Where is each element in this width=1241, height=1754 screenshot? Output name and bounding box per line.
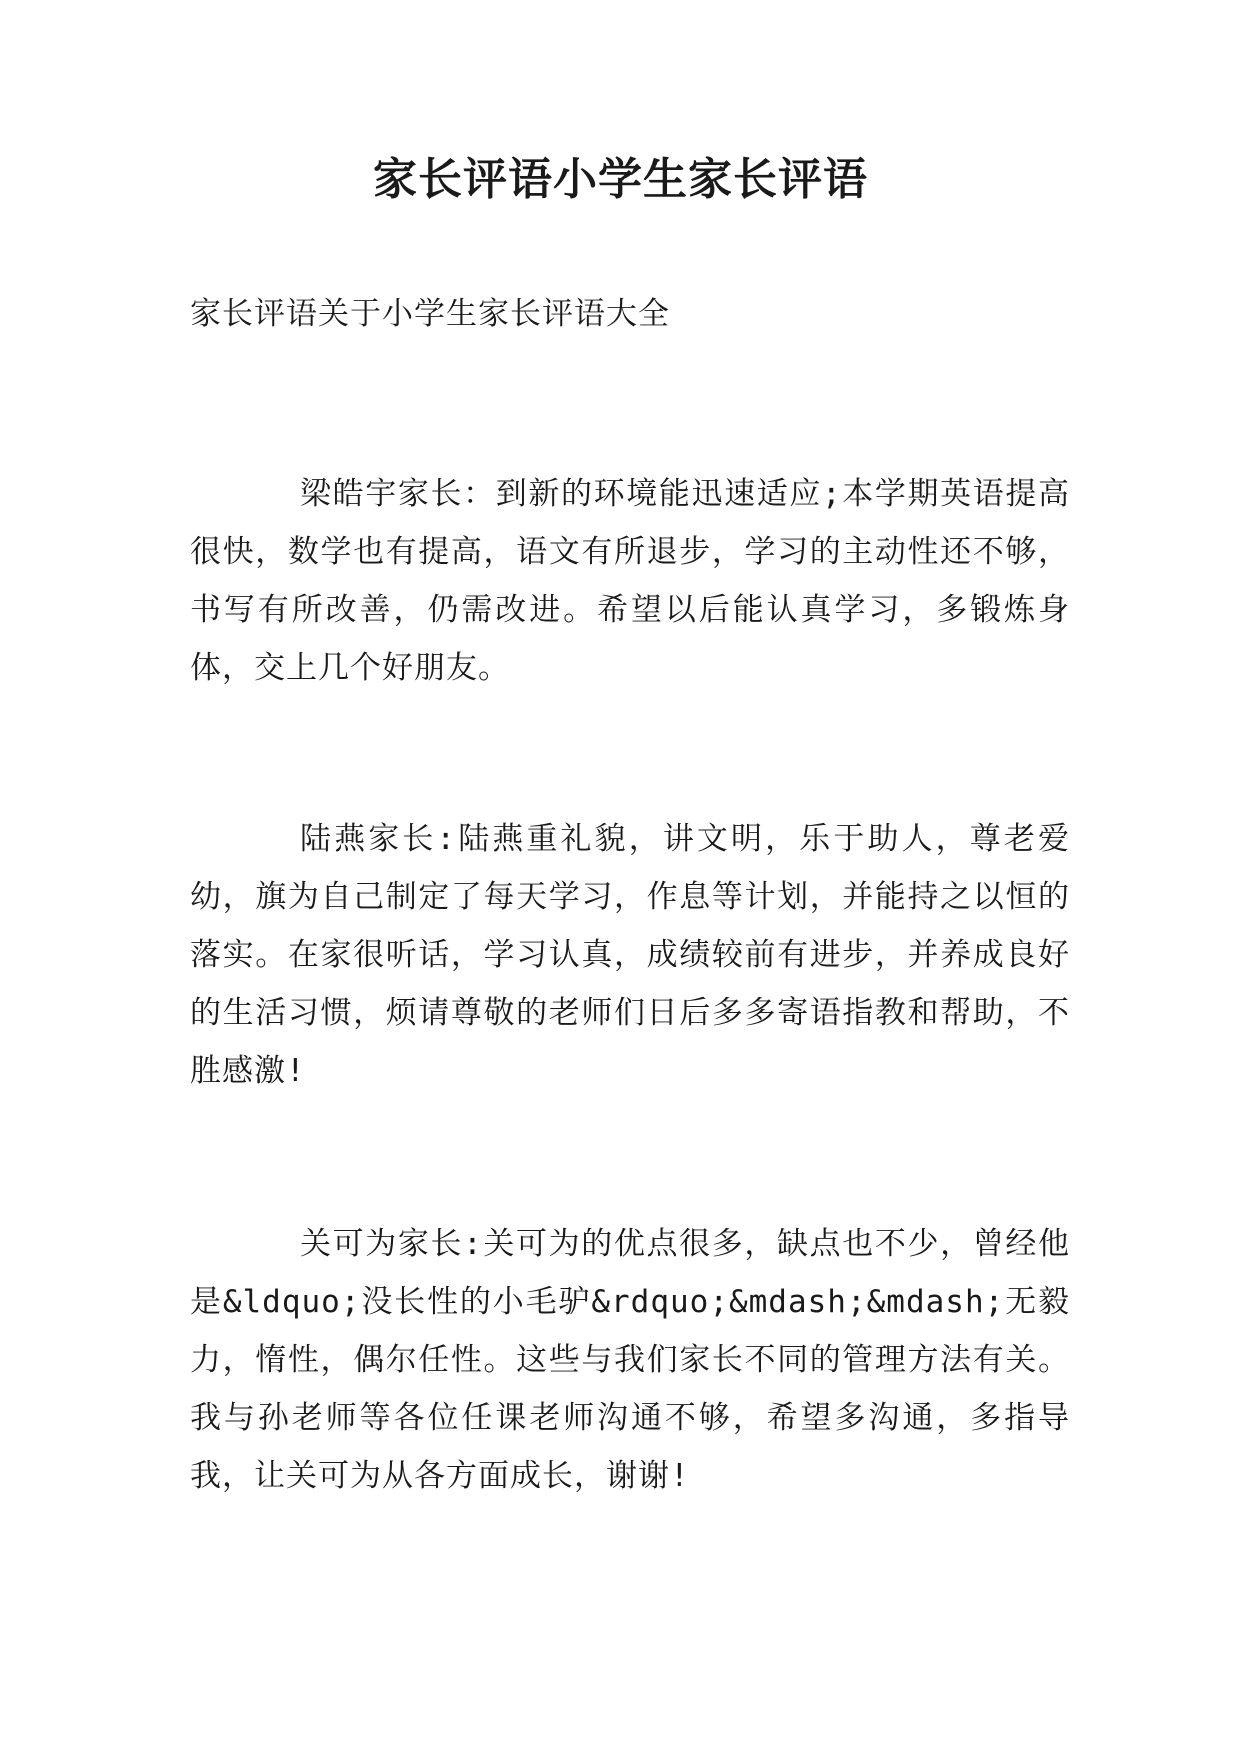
comment-paragraph-3: 关可为家长:关可为的优点很多，缺点也不少，曾经他是&ldquo;没长性的小毛驴&rdquo;&mdash;&mdash;无毅力，惰性，偶尔任性。这些与我们家长不同的管理方法有关。我与孙老师等各位任课老师沟通不够，希望多沟通，多指导我，让关可为从各方面成长，谢谢!: [190, 1226, 1070, 1494]
comment-paragraph-1: 梁皓宇家长：到新的环境能迅速适应;本学期英语提高很快，数学也有提高，语文有所退步，学习的主动性还不够，书写有所改善，仍需改进。希望以后能认真学习，多锻炼身体，交上几个好朋友。: [190, 476, 1070, 686]
document-title: 家长评语小学生家长评语: [373, 154, 868, 205]
document-subtitle: 家长评语关于小学生家长评语大全: [190, 296, 670, 332]
comment-paragraph-2: 陆燕家长:陆燕重礼貌，讲文明，乐于助人，尊老爱幼，旗为自己制定了每天学习，作息等计划，并能持之以恒的落实。在家很听话，学习认真，成绩较前有进步，并养成良好的生活习惯，烦请尊敬的老师们日后多多寄语指教和帮助，不胜感激!: [190, 821, 1070, 1089]
